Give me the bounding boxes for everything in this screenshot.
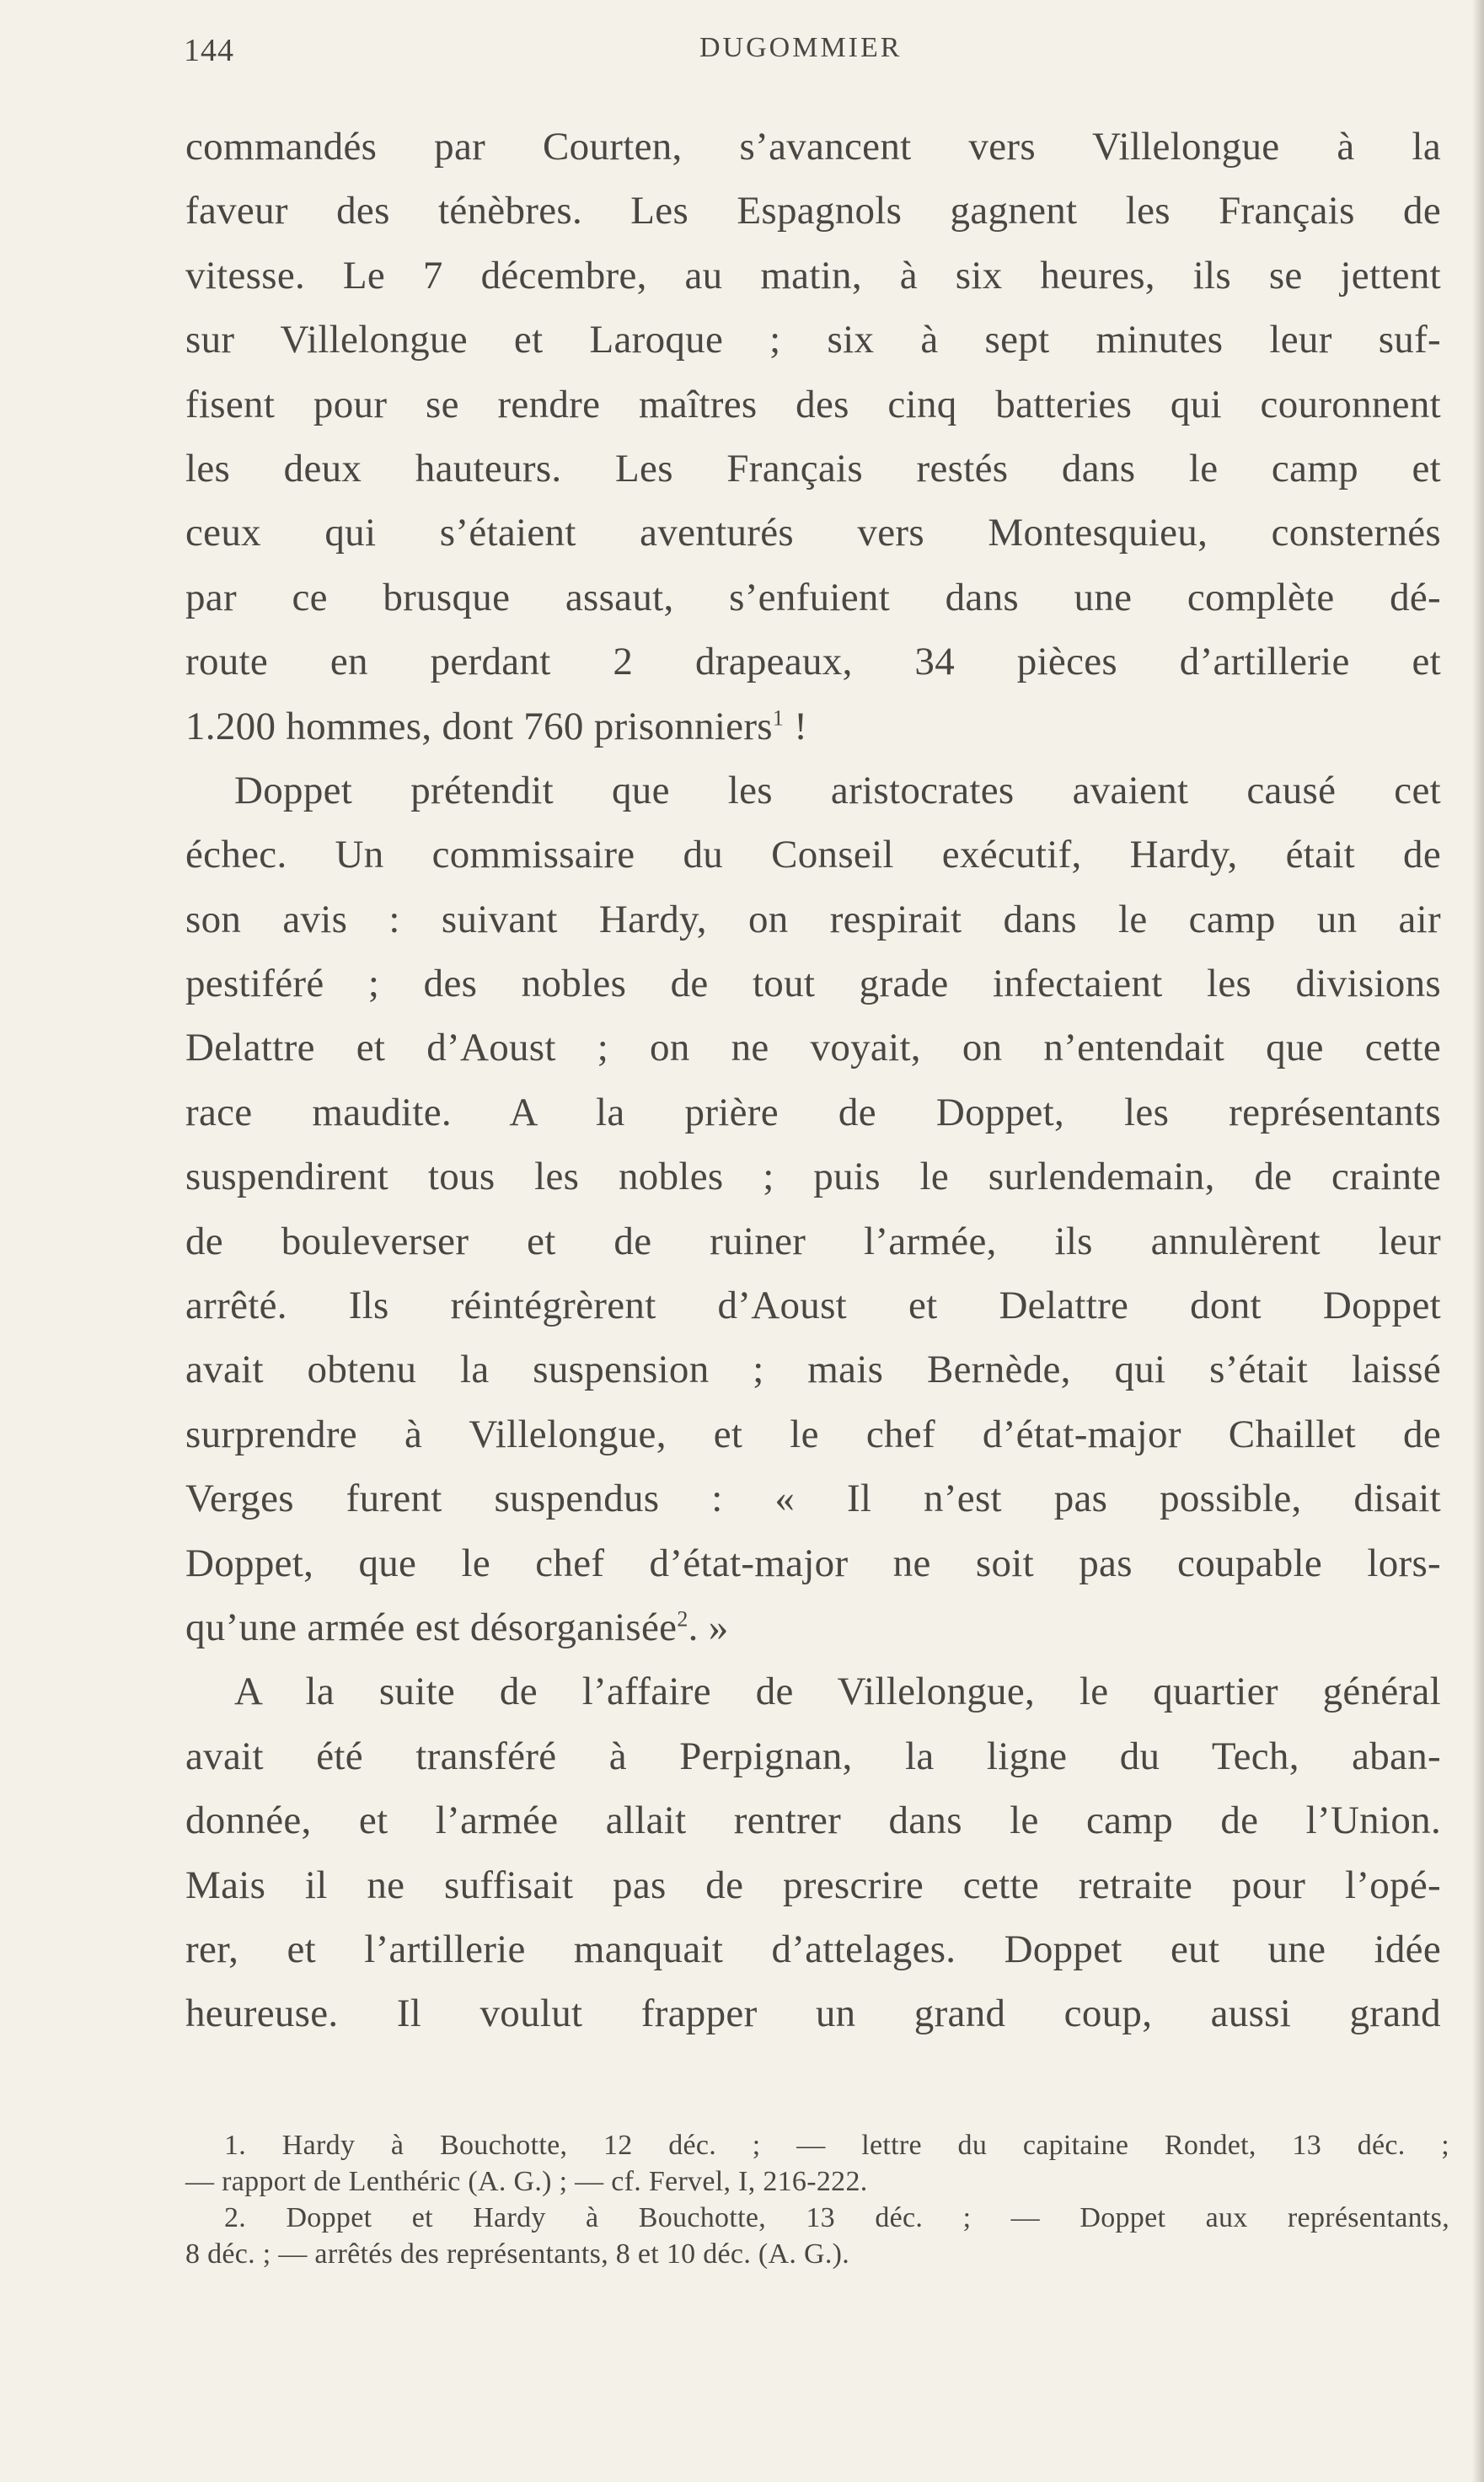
text-line: Mais il ne suffisait pas de prescrire cette retraite pour l’opé- <box>185 1863 1441 1907</box>
text-line: par ce brusque assaut, s’enfuient dans une complète dé- <box>185 575 1441 619</box>
footnotes <box>185 2127 1449 2272</box>
text-line <box>185 1595 1441 1659</box>
text-line-end: ! <box>784 704 808 748</box>
body-text <box>185 115 1441 2046</box>
footnote-line: 2. Doppet et Hardy à Bouchotte, 13 déc. ; — Doppet aux représentants, <box>224 2202 1449 2233</box>
text-line: commandés par Courten, s’avancent vers Villelongue à la <box>185 125 1441 169</box>
text-line: race maudite. A la prière de Doppet, les représentants <box>185 1090 1441 1134</box>
text-line: suspendirent tous les nobles ; puis le surlendemain, de crainte <box>185 1155 1441 1199</box>
text-line: Delattre et d’Aoust ; on ne voyait, on n’entendait que cette <box>185 1026 1441 1070</box>
text-line: avait été transféré à Perpignan, la ligne du Tech, aban- <box>185 1734 1441 1778</box>
footnote-line: — rapport de Lenthéric (A. G.) ; — cf. Fervel, I, 216-222. <box>185 2166 868 2197</box>
text-line: avait obtenu la suspension ; mais Bernède, qui s’était laissé <box>185 1348 1441 1392</box>
footnote-line: 1. Hardy à Bouchotte, 12 déc. ; — lettre du capitaine Rondet, 13 déc. ; <box>224 2130 1449 2161</box>
text-line-end: . » <box>688 1605 729 1649</box>
text-line: Doppet, que le chef d’état-major ne soit pas coupable lors- <box>185 1541 1441 1585</box>
text-line: les deux hauteurs. Les Français restés dans le camp et <box>185 446 1441 491</box>
text-line: de bouleverser et de ruiner l’armée, ils annulèrent leur <box>185 1219 1441 1263</box>
text-line: échec. Un commissaire du Conseil exécutif, Hardy, était de <box>185 833 1441 877</box>
text-line <box>185 694 1441 759</box>
text-line: route en perdant 2 drapeaux, 34 pièces d’artillerie et <box>185 640 1441 684</box>
text-line: son avis : suivant Hardy, on respirait dans le camp un air <box>185 897 1441 941</box>
text-line: ceux qui s’étaient aventurés vers Montesquieu, consternés <box>185 511 1441 555</box>
page-number: 144 <box>184 33 234 68</box>
text-line: rer, et l’artillerie manquait d’attelages. Doppet eut une idée <box>185 1927 1441 1971</box>
text-line-content: 1.200 hommes, dont 760 prisonniers <box>185 704 773 748</box>
footnote-ref-1: 1 <box>772 705 785 730</box>
text-line: donnée, et l’armée allait rentrer dans le camp de l’Union. <box>185 1799 1441 1843</box>
text-line: surprendre à Villelongue, et le chef d’état-major Chaillet de <box>185 1412 1441 1456</box>
page-header <box>177 32 1441 83</box>
footnote-line: 8 déc. ; — arrêtés des représentants, 8 et 10 déc. (A. G.). <box>185 2238 850 2270</box>
text-line: arrêté. Ils réintégrèrent d’Aoust et Delattre dont Doppet <box>185 1284 1441 1328</box>
page-edge-shadow <box>1472 0 1484 2482</box>
text-line: A la suite de l’affaire de Villelongue, le quartier général <box>234 1670 1441 1714</box>
text-line: Verges furent suspendus : « Il n’est pas possible, disait <box>185 1477 1441 1521</box>
text-line: pestiféré ; des nobles de tout grade infectaient les divisions <box>185 962 1441 1006</box>
running-head: DUGOMMIER <box>699 32 903 63</box>
text-line: heureuse. Il voulut frapper un grand coup, aussi grand <box>185 1991 1441 2036</box>
text-line: fisent pour se rendre maîtres des cinq batteries qui couronnent <box>185 382 1441 426</box>
text-line: Doppet prétendit que les aristocrates avaient causé cet <box>234 768 1441 812</box>
text-line: sur Villelongue et Laroque ; six à sept minutes leur suf- <box>185 318 1441 362</box>
text-line: faveur des ténèbres. Les Espagnols gagnent les Français de <box>185 189 1441 233</box>
text-line: vitesse. Le 7 décembre, au matin, à six heures, ils se jettent <box>185 253 1441 298</box>
footnote-ref-2: 2 <box>677 1606 688 1632</box>
text-line-content: qu’une armée est désorganisée <box>185 1605 678 1649</box>
